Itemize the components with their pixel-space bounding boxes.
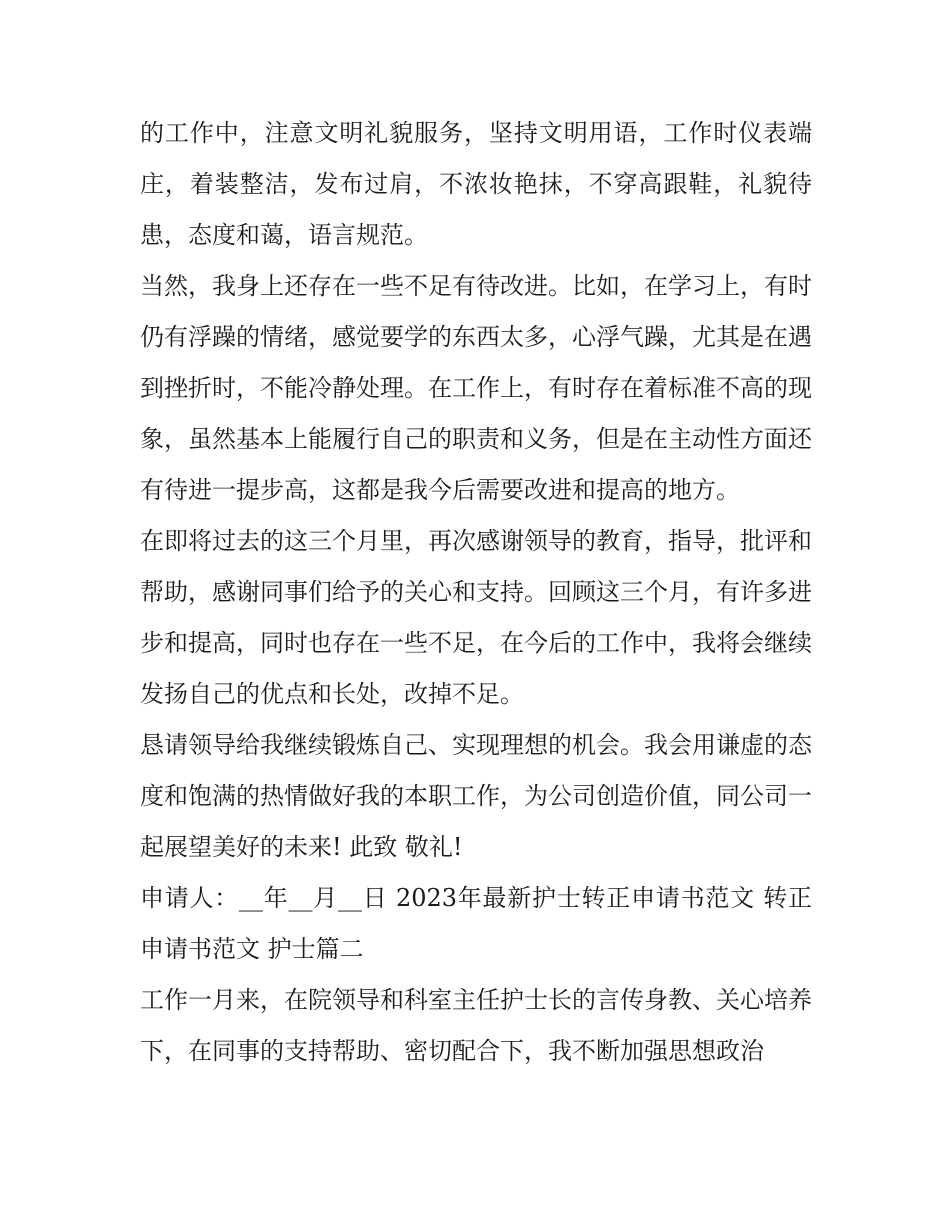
- paragraph-3: 在即将过去的这三个月里，再次感谢领导的教育，指导，批评和帮助，感谢同事们给予的关心和支持。回顾这三个月，有许多进步和提高，同时也存在一些不足，在今后的工作中，我将会继续发扬自己的优点和长处，改掉不足。: [140, 527, 812, 708]
- paragraph-6: 工作一月来，在院领导和科室主任护士长的言传身教、关心培养下，在同事的支持帮助、密切配合下，我不断加强思想政治: [140, 986, 812, 1065]
- paragraph-4: 恳请领导给我继续锻炼自己、实现理想的机会。我会用谦虚的态度和饱满的热情做好我的本职工作，为公司创造价值，同公司一起展望美好的未来! 此致 敬礼!: [140, 731, 812, 861]
- document-body: [140, 108, 812, 1077]
- paragraph-2: 当然，我身上还存在一些不足有待改进。比如，在学习上，有时仍有浮躁的情绪，感觉要学的东西太多，心浮气躁，尤其是在遇到挫折时，不能冷静处理。在工作上，有时存在着标准不高的现象，虽然基本上能履行自己的职责和义务，但是在主动性方面还有待进一提步高，这都是我今后需要改进和提高的地方。: [140, 272, 812, 504]
- paragraph-5: 申请人：__年__月__日 2023年最新护士转正申请书范文 转正申请书范文 护士篇二: [140, 884, 812, 963]
- paragraph-1: 的工作中，注意文明礼貌服务，坚持文明用语，工作时仪表端庄，着装整洁，发布过肩，不浓妆艳抹，不穿高跟鞋，礼貌待患，态度和蔼，语言规范。: [140, 119, 812, 249]
